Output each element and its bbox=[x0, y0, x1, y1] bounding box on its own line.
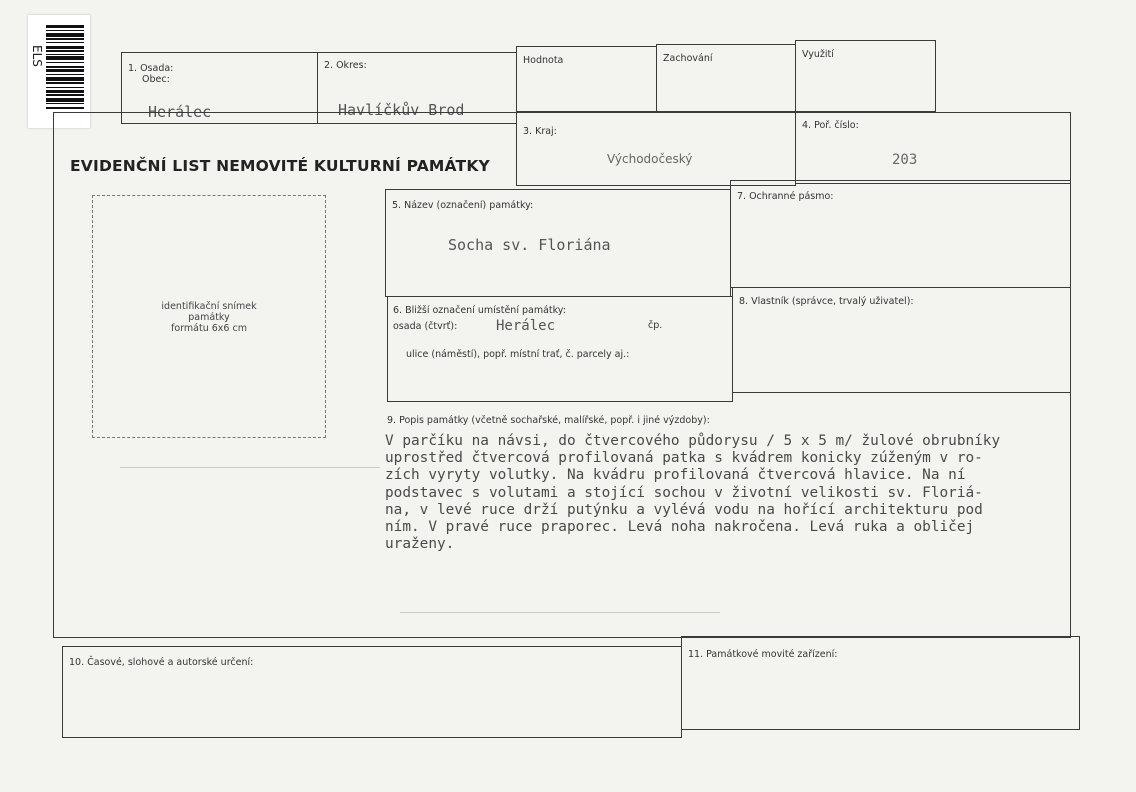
zachovani-box bbox=[656, 44, 796, 112]
nazev-label: 5. Název (označení) památky: bbox=[392, 200, 534, 211]
barcode-label: ELS bbox=[30, 45, 44, 67]
osada-value: Herálec bbox=[148, 103, 212, 121]
ochranne-pasmo-label: 7. Ochranné pásmo: bbox=[737, 191, 834, 202]
cp-label: čp. bbox=[648, 320, 663, 331]
hodnota-box bbox=[516, 46, 657, 112]
popis-line: V parčíku na návsi, do čtvercového půdorysu / 5 x 5 m/ žulové obrubníky bbox=[385, 433, 1001, 449]
page-title: EVIDENČNÍ LIST NEMOVITÉ KULTURNÍ PAMÁTKY bbox=[70, 157, 490, 175]
pamatkove-zarizeni-label: 11. Památkové movité zařízení: bbox=[688, 649, 838, 660]
zachovani-label: Zachování bbox=[663, 53, 713, 64]
ulice-label: ulice (náměstí), popř. místní trať, č. parcely aj.: bbox=[406, 349, 630, 360]
vyuziti-label: Využití bbox=[802, 49, 834, 60]
osada-ctvrt-value: Herálec bbox=[496, 318, 556, 334]
popis-line: podstavec s volutami a stojící sochou v životní velikosti sv. Floriá- bbox=[385, 484, 983, 501]
kraj-value: Východočeský bbox=[607, 152, 693, 166]
popis-label: 9. Popis památky (včetně sochařské, malířské, popř. i jiné výzdoby): bbox=[387, 415, 710, 426]
barcode-icon bbox=[46, 25, 84, 121]
nazev-box bbox=[385, 189, 731, 297]
ochranne-pasmo-box bbox=[730, 180, 1071, 288]
photo-caption: identifikační snímek památky formátu 6x6 cm bbox=[161, 301, 257, 334]
popis-line: uprostřed čtvercová profilovaná patka s kvádrem konicky zúženým v ro- bbox=[385, 450, 983, 467]
nazev-value: Socha sv. Floriána bbox=[448, 236, 611, 254]
vlastnik-box bbox=[732, 287, 1071, 393]
bleed-line bbox=[120, 467, 380, 468]
popis-line: ním. V pravé ruce praporec. Levá noha nakročena. Levá ruka a obličej bbox=[385, 519, 975, 536]
hodnota-label: Hodnota bbox=[523, 55, 564, 66]
casove-urceni-label: 10. Časové, slohové a autorské určení: bbox=[69, 657, 254, 668]
blizsi-oznaceni-box bbox=[387, 296, 733, 402]
popis-line: uraženy. bbox=[385, 536, 455, 553]
osada-label: 1. Osada: bbox=[128, 63, 174, 74]
vlastnik-label: 8. Vlastník (správce, trvalý uživatel): bbox=[739, 296, 914, 307]
casove-urceni-box bbox=[62, 646, 682, 738]
okres-label: 2. Okres: bbox=[324, 60, 367, 71]
okres-value: Havlíčkův Brod bbox=[338, 101, 465, 119]
popis-line: na, v levé ruce drží putýnku a vylévá vodu na hořící architekturu pod bbox=[385, 501, 983, 518]
vyuziti-box bbox=[795, 40, 936, 112]
obec-label: Obec: bbox=[142, 74, 170, 85]
popis-text bbox=[385, 433, 1105, 553]
kraj-label: 3. Kraj: bbox=[523, 126, 557, 137]
por-cislo-value: 203 bbox=[892, 152, 918, 168]
bleed-line bbox=[400, 612, 720, 613]
identification-photo-box bbox=[92, 195, 326, 438]
por-cislo-box bbox=[795, 112, 1071, 184]
osada-ctvrt-label: osada (čtvrť): bbox=[393, 321, 458, 332]
blizsi-oznaceni-label: 6. Bližší označení umístění památky: bbox=[393, 305, 566, 316]
por-cislo-label: 4. Poř. číslo: bbox=[802, 120, 859, 131]
kraj-box bbox=[516, 112, 796, 186]
popis-line: zích vyryty volutky. Na kvádru profilovaná čtvercová hlavice. Na ní bbox=[385, 467, 966, 484]
pamatkove-zarizeni-box bbox=[681, 636, 1080, 730]
